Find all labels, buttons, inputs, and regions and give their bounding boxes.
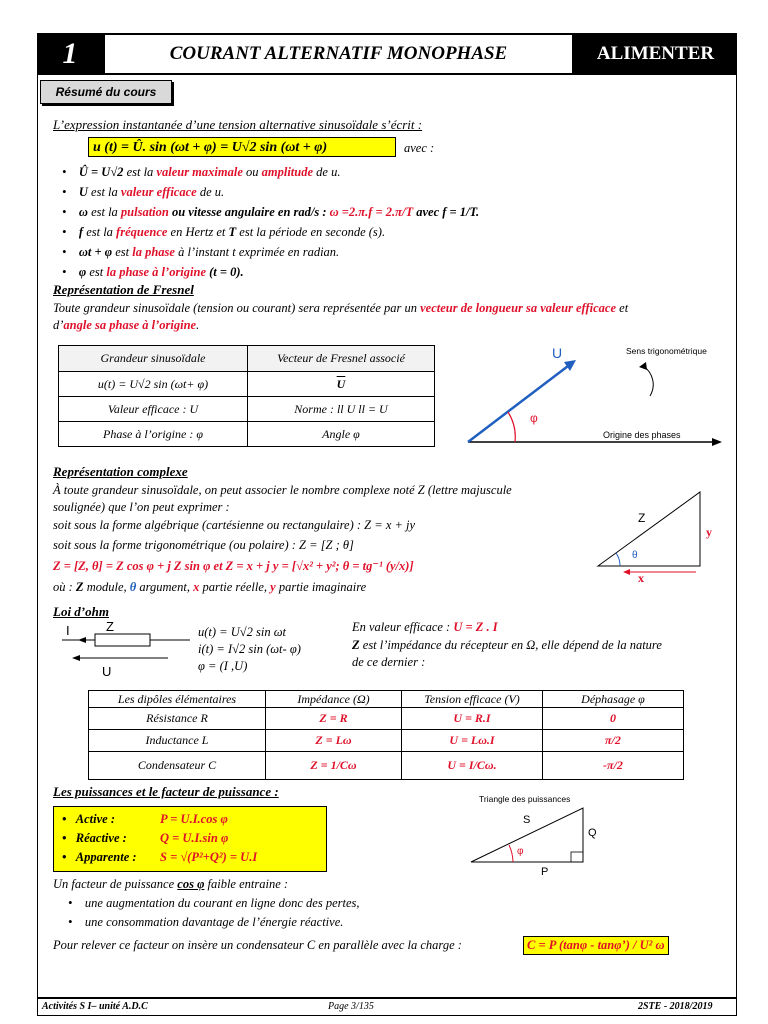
table-header: Grandeur sinusoïdale <box>59 346 248 372</box>
angle-label: φ <box>530 411 538 425</box>
ohm-title: Loi d’ohm <box>53 604 109 619</box>
list-item: • φ est la phase à l’origine (t = 0). <box>62 265 244 279</box>
s-label: S <box>523 814 531 826</box>
x-arrowhead-left <box>623 569 630 575</box>
section-label: ALIMENTER <box>574 33 737 75</box>
vector-arrowhead <box>564 360 576 371</box>
fresnel-title: Représentation de Fresnel <box>53 282 194 297</box>
footer-page: Page 3/135 <box>328 1001 374 1012</box>
fresnel-diagram <box>460 338 730 448</box>
vector-u <box>468 363 572 442</box>
table-cell: u(t) = U√2 sin (ωt+ φ) <box>59 372 248 397</box>
i-label: I <box>66 623 70 638</box>
table-cell: Phase à l’origine : φ <box>59 422 248 447</box>
complexe-line-5: Z = [Z, θ] = Z cos φ + j Z sin φ et Z = x + j y = [√x² + y²; θ = tg⁻¹ (y/x)] <box>53 559 414 573</box>
footer <box>37 998 737 1016</box>
table-cell: U = I/Cω. <box>402 752 543 780</box>
table-cell: π/2 <box>543 730 684 752</box>
power-formula: S = √(P²+Q²) = U.I <box>160 850 258 864</box>
bullet-list <box>62 162 722 282</box>
table-cell: Résistance R <box>89 708 266 730</box>
phi-arc <box>509 845 513 862</box>
table-cell: $\overline{U}$ <box>248 372 435 397</box>
list-item: • Active : <box>62 812 115 826</box>
table-cell: Inductance L <box>89 730 266 752</box>
puissances-title: Les puissances et le facteur de puissance : <box>53 784 279 799</box>
footer-left: Activités S I– unité A.D.C <box>42 1001 148 1012</box>
puissances-box <box>53 806 327 872</box>
ohm-eq-2: i(t) = I√2 sin (ωt- φ) <box>198 642 301 656</box>
ohm-right-3: de ce dernier : <box>352 655 426 669</box>
angle-arc <box>508 412 515 442</box>
dipoles-table <box>88 690 684 780</box>
complexe-title: Représentation complexe <box>53 464 188 479</box>
formula-avec: avec : <box>404 141 435 155</box>
axis-arrowhead <box>712 438 722 446</box>
capacitor-formula: C = P (tanφ - tanφ’) / U² ω <box>523 936 669 955</box>
fresnel-text-2: d’angle sa phase à l’origine. <box>53 318 200 332</box>
table-cell: U = R.I <box>402 708 543 730</box>
complexe-line-2: soulignée) que l’on peut exprimer : <box>53 500 230 514</box>
table-header: Les dipôles élémentaires <box>89 691 266 708</box>
impedance-box <box>95 634 150 646</box>
table-cell: -π/2 <box>543 752 684 780</box>
y-label: y <box>706 525 712 539</box>
power-formula: P = U.I.cos φ <box>160 812 228 826</box>
main-formula: u (t) = Û. sin (ωt + φ) = U√2 sin (ωt + φ) <box>88 137 396 157</box>
complexe-line-4: soit sous la forme trigonométrique (ou polaire) : Z = [Z ; θ] <box>53 538 354 552</box>
table-cell: Angle φ <box>248 422 435 447</box>
ohm-right-1: En valeur efficace : U = Z . I <box>352 620 498 634</box>
complexe-line-6: où : Z module, θ argument, x partie réelle, y partie imaginaire <box>53 580 367 594</box>
intro-text: L’expression instantanée d’une tension alternative sinusoïdale s’écrit : <box>53 117 423 132</box>
list-item: • Apparente : <box>62 850 137 864</box>
z-label: Z <box>638 511 646 525</box>
facteur-line-1: Un facteur de puissance cos φ faible entraine : <box>53 877 289 891</box>
table-cell: Condensateur C <box>89 752 266 780</box>
theta-label: θ <box>632 550 638 561</box>
list-item: • ωt + φ est la phase à l’instant t exprimée en radian. <box>62 245 340 259</box>
sens-label: Sens trigonométrique <box>626 346 707 356</box>
current-arrowhead <box>78 637 86 643</box>
table-header: Tension efficace (V) <box>402 691 543 708</box>
table-cell: Z = 1/Cω <box>266 752 402 780</box>
p-label: P <box>541 866 549 878</box>
complexe-line-1: À toute grandeur sinusoïdale, on peut associer le nombre complexe noté Z (lettre majuscule <box>53 483 512 497</box>
z-label: Z <box>106 620 114 634</box>
sens-arrowhead <box>639 362 647 370</box>
table-cell: 0 <box>543 708 684 730</box>
fresnel-text-1: Toute grandeur sinusoïdale (tension ou courant) sera représentée par un vecteur de longueur sa valeur efficace et <box>53 301 629 315</box>
table-cell: U = Lω.I <box>402 730 543 752</box>
origine-label: Origine des phases <box>603 430 681 440</box>
right-angle-mark <box>571 852 583 862</box>
list-item: • ω est la pulsation ou vitesse angulaire en rad/s : ω =2.π.f = 2.π/T avec f = 1/T. <box>62 205 480 219</box>
table-header: Impédance (Ω) <box>266 691 402 708</box>
footer-right: 2STE - 2018/2019 <box>638 1001 713 1012</box>
ohm-right-2: Z est l’impédance du récepteur en Ω, elle dépend de la nature <box>352 638 662 652</box>
resume-label: Résumé du cours <box>40 80 172 104</box>
triangle-title: Triangle des puissances <box>479 794 571 804</box>
ohm-eq-1: u(t) = U√2 sin ωt <box>198 625 287 639</box>
table-cell: Valeur efficace : U <box>59 397 248 422</box>
facteur-line-4: Pour relever ce facteur on insère un condensateur C en parallèle avec la charge : <box>53 938 462 952</box>
list-item: • Réactive : <box>62 831 127 845</box>
ohm-eq-3: φ = (I ,U) <box>198 659 248 673</box>
theta-arc <box>616 553 620 566</box>
table-cell: Norme : ll U ll = U <box>248 397 435 422</box>
fresnel-table <box>58 345 435 447</box>
list-item: • U est la valeur efficace de u. <box>62 185 225 199</box>
q-label: Q <box>588 827 597 839</box>
list-item: • f est la fréquence en Hertz et T est la période en seconde (s). <box>62 225 386 239</box>
page-title: COURANT ALTERNATIF MONOPHASE <box>103 33 574 75</box>
phi-label: φ <box>517 846 524 857</box>
vector-label: U <box>552 345 563 361</box>
table-cell: Z = Lω <box>266 730 402 752</box>
list-item: • une augmentation du courant en ligne donc des pertes, <box>68 896 360 910</box>
x-label: x <box>638 571 644 585</box>
sens-arc <box>643 366 653 396</box>
u-label: U <box>102 664 112 679</box>
ohm-circuit <box>60 620 195 680</box>
triangle-shape <box>598 492 700 566</box>
table-header: Vecteur de Fresnel associé <box>248 346 435 372</box>
power-formula: Q = U.I.sin φ <box>160 831 229 845</box>
table-cell: Z = R <box>266 708 402 730</box>
chapter-number: 1 <box>37 33 103 75</box>
complexe-line-3: soit sous la forme algébrique (cartésienne ou rectangulaire) : Z = x + jy <box>53 518 416 532</box>
list-item: • Û = U√2 est la valeur maximale ou amplitude de u. <box>62 165 341 179</box>
power-triangle <box>465 790 615 878</box>
complex-triangle <box>590 488 725 586</box>
list-item: • une consommation davantage de l’énergie réactive. <box>68 915 344 929</box>
table-header: Déphasage φ <box>543 691 684 708</box>
voltage-arrowhead <box>72 655 80 661</box>
